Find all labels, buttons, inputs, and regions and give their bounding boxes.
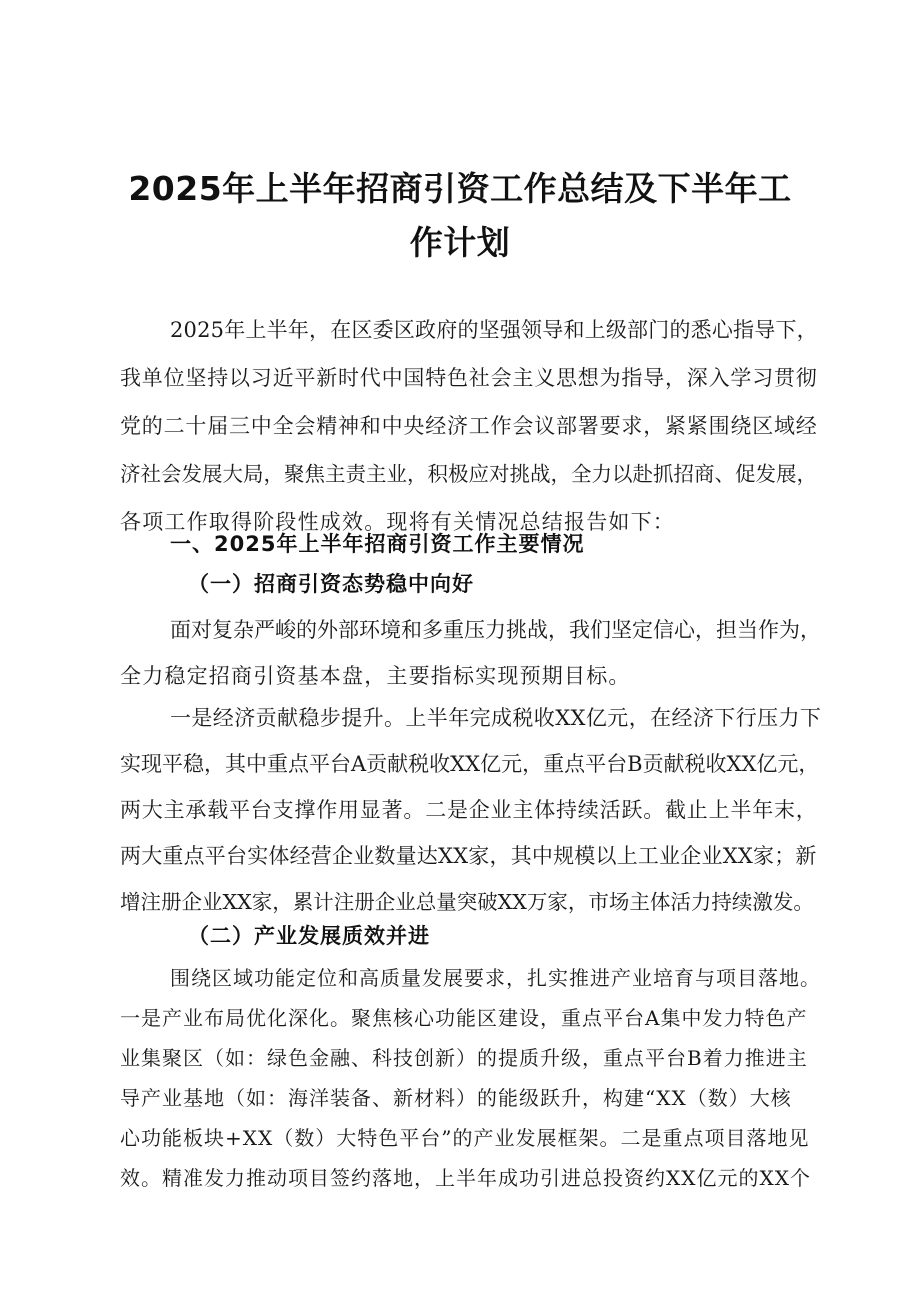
intro-paragraph (120, 306, 820, 546)
intro-line: 我单位坚持以习近平新时代中国特色社会主义思想为指导，深入学习贯彻 (120, 366, 818, 390)
intro-line: 2025年上半年，在区委区政府的坚强领导和上级部门的悉心指导下， (170, 318, 818, 342)
paragraph-line: 业集聚区（如：绿色金融、科技创新）的提质升级，重点平台B着力推进主 (120, 1046, 808, 1070)
title-line-1: 2025年上半年招商引资工作总结及下半年工 (128, 169, 792, 208)
paragraph-line: 一是经济贡献稳步提升。上半年完成税收XX亿元，在经济下行压力下 (170, 706, 822, 730)
intro-line: 各项工作取得阶段性成效。现将有关情况总结报告如下： (120, 510, 675, 534)
paragraph-line: 一是产业布局优化深化。聚焦核心功能区建设，重点平台A集中发力特色产 (120, 1006, 808, 1030)
paragraph-line: 心功能板块+XX（数）大特色平台”的产业发展框架。二是重点项目落地见 (120, 1126, 810, 1150)
paragraph-line: 两大主承载平台支撑作用显著。二是企业主体持续活跃。截止上半年末， (120, 798, 818, 822)
subsection-1-paragraph-1 (120, 607, 820, 699)
title-line-2: 作计划 (409, 223, 511, 262)
document-title (120, 162, 800, 270)
subsection-2-heading: （二）产业发展质效并进 (188, 924, 430, 948)
paragraph-line: 两大重点平台实体经营企业数量达XX家，其中规模以上工业企业XX家；新 (120, 844, 817, 868)
paragraph-line: 面对复杂严峻的外部环境和多重压力挑战，我们坚定信心，担当作为， (170, 618, 821, 642)
paragraph-line: 增注册企业XX家，累计注册企业总量突破XX万家，市场主体活力持续激发。 (120, 890, 814, 914)
subsection-1-heading: （一）招商引资态势稳中向好 (188, 572, 474, 596)
subsection-1-paragraph-2 (120, 695, 820, 925)
paragraph-line: 导产业基地（如：海洋装备、新材料）的能级跃升，构建“XX（数）大核 (120, 1086, 792, 1110)
paragraph-line: 全力稳定招商引资基本盘，主要指标实现预期目标。 (120, 664, 631, 688)
subsection-2-paragraph-1 (120, 958, 820, 1198)
intro-line: 党的二十届三中全会精神和中央经济工作会议部署要求，紧紧围绕区域经 (120, 414, 818, 438)
section-1-heading: 一、2025年上半年招商引资工作主要情况 (170, 532, 585, 556)
intro-line: 济社会发展大局，聚焦主责主业，积极应对挑战，全力以赴抓招商、促发展， (120, 462, 817, 486)
paragraph-line: 效。精准发力推动项目签约落地，上半年成功引进总投资约XX亿元的XX个 (120, 1166, 811, 1190)
paragraph-line: 实现平稳，其中重点平台A贡献税收XX亿元，重点平台B贡献税收XX亿元， (120, 752, 820, 776)
paragraph-line: 围绕区域功能定位和高质量发展要求，扎实推进产业培育与项目落地。 (170, 966, 821, 990)
